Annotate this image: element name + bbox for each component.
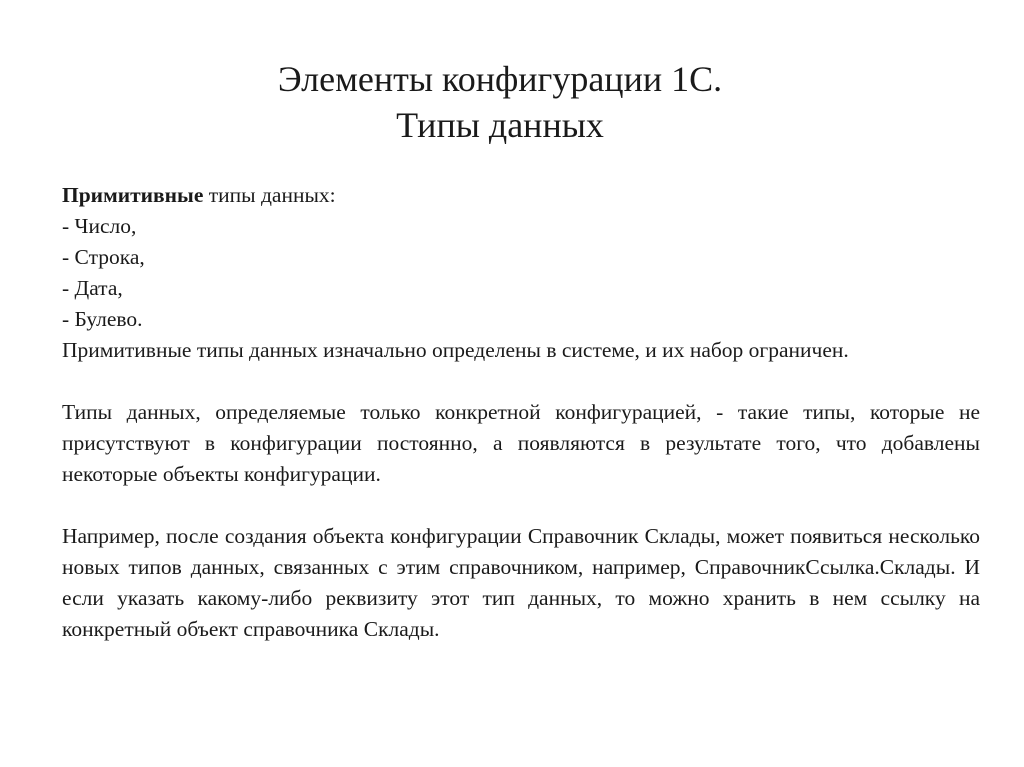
paragraph-configuration-types: Типы данных, определяемые только конкретной конфигурацией, - такие типы, которые не присутствуют в конфигурации постоянно, а появляются в результате того, что добавлены некоторые объекты конфигурации.: [62, 400, 980, 486]
list-item-string: - Строка,: [62, 245, 145, 269]
slide-body: [62, 180, 980, 645]
primitive-heading-bold: Примитивные: [62, 183, 204, 207]
paragraph-primitive-types: Примитивные типы данных изначально определены в системе, и их набор ограничен.: [62, 338, 849, 362]
primitive-types-heading: [62, 180, 980, 211]
title-line-1: Элементы конфигурации 1С.: [277, 59, 723, 99]
paragraph-gap: [62, 490, 980, 521]
slide-title: [0, 56, 1000, 148]
list-item-date: - Дата,: [62, 276, 123, 300]
list-item-number: - Число,: [62, 214, 137, 238]
primitive-heading-rest: типы данных:: [203, 183, 336, 207]
paragraph-gap: [62, 366, 980, 397]
paragraph-example: Например, после создания объекта конфигурации Справочник Склады, может появиться несколько новых типов данных, связанных с этим справочником, например, СправочникСсылка.Склады. И если указать какому-либо реквизиту этот тип данных, то можно хранить в нем ссылку на конкретный объект справочника Склады.: [62, 524, 980, 641]
list-item-boolean: - Булево.: [62, 307, 143, 331]
title-line-2: Типы данных: [396, 105, 604, 145]
